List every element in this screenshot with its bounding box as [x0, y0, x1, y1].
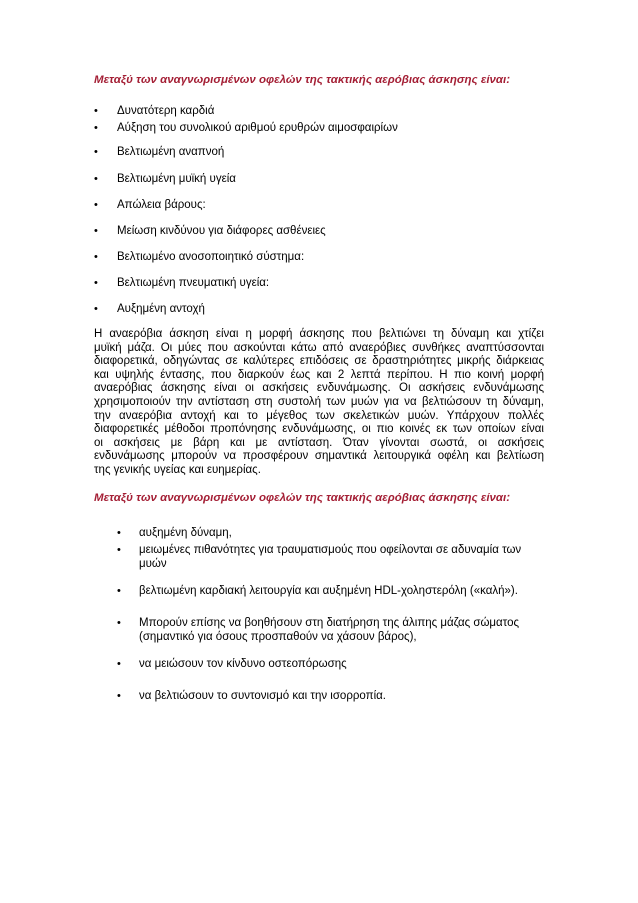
bullet-icon: •: [94, 225, 98, 237]
section-heading-aerobic-2: Μεταξύ των αναγνωρισμένων οφελών της τακτικής αερόβιας άσκησης είναι:: [94, 492, 511, 504]
bullet-icon: •: [94, 251, 98, 263]
bullet-icon: •: [94, 277, 98, 289]
bullet-icon: •: [94, 199, 98, 211]
bullet-icon: •: [117, 658, 121, 670]
section-heading-aerobic: Μεταξύ των αναγνωρισμένων οφελών της τακτικής αερόβιας άσκησης είναι:: [94, 74, 511, 86]
bullet-icon: •: [94, 173, 98, 185]
bullet-icon: •: [117, 690, 121, 702]
bullet-icon: •: [117, 585, 121, 597]
bullet-icon: •: [94, 122, 98, 134]
bullet-icon: •: [94, 105, 98, 117]
bullet-icon: •: [117, 617, 121, 629]
bullet-icon: •: [117, 544, 121, 556]
bullet-icon: •: [117, 527, 121, 539]
document-page: Μεταξύ των αναγνωρισμένων οφελών της τακτικής αερόβιας άσκησης είναι: • Δυνατότερη καρδιά • Αύξηση του συνολικού αριθμού ερυθρών αιμοσφαιρίων • Βελτιωμένη αναπνοή • Βελτιωμένη μυϊκή υγεία • Απώλεια βάρους: • Μείωση κινδύνου για διάφορες ασθένειες • Βελτιωμένο ανοσοποιητικό σύστημα: • Βελτιωμένη πνευματική υγεία: • Αυξημένη αντοχή Η αναερόβια άσκηση είναι η μορφή άσκησης που βελτιώνει τη δύναμη και χτίζει μυϊκή μάζα. Οι μύες που ασκούνται κάτω από αναερόβιες συνθήκες αναπτύσσονται διαφορετικά, οδηγώντας σε καλύτερες επιδόσεις σε δραστηριότητες μικρής διάρκειας και υψηλής έντασης, που διαρκούν έως και 2 λεπτά περίπου. Η πιο κοινή μορφή αναερόβιας άσκησης είναι οι ασκήσεις ενδυνάμωσης. Οι ασκήσεις ενδυνάμωσης χρησιμοποιούν την αντίσταση στη συστολή των μυών για να βελτιώσουν τη δύναμη, την αναερόβια αντοχή και το μέγεθος των σκελετικών μυών. Υπάρχουν πολλές διαφορετικές μέθοδοι προπόνησης ενδυνάμωσης, οι πιο κοινές εκ των οποίων είναι οι ασκήσεις με βάρη και με αντίσταση. Όταν γίνονται σωστά, οι ασκήσεις ενδυνάμωσης μπορούν να προσφέρουν σημαντικά λειτουργικά οφέλη και βελτίωση της γενικής υγείας και ευημερίας. Μεταξύ των αναγνωρισμένων οφελών της τακτικής αερόβιας άσκησης είναι: • αυξημένη δύναμη, • μειωμένες πιθανότητες για τραυματισμούς που οφείλονται σε αδυναμία των μυών • βελτιωμένη καρδιακή λειτουργία και αυξημένη HDL-χοληστερόλη («καλή»). • Μπορούν επίσης να βοηθήσουν στη διατήρηση της άλιπης μάζας σώματος (σημαντικό για όσους προσπαθούν να χάσουν βάρος), • να μειώσουν τον κίνδυνο οστεοπόρωσης • να βελτιώσουν το συντονισμό και την ισορροπία.: [94, 74, 544, 702]
bullet-icon: •: [94, 146, 98, 158]
body-paragraph-anaerobic: Η αναερόβια άσκηση είναι η μορφή άσκησης που βελτιώνει τη δύναμη και χτίζει μυϊκή μάζα. Οι μύες που ασκούνται κάτω από αναερόβιες συνθήκες αναπτύσσονται διαφορετικά, οδηγώντας σε καλύτερες επιδόσεις σε δραστηριότητες μικρής διάρκειας και υψηλής έντασης, που διαρκούν έως και 2 λεπτά περίπου. Η πιο κοινή μορφή αναερόβιας άσκησης είναι οι ασκήσεις ενδυνάμωσης. Οι ασκήσεις ενδυνάμωσης χρησιμοποιούν την αντίσταση στη συστολή των μυών για να βελτιώσουν τη δύναμη, την αναερόβια αντοχή και το μέγεθος των σκελετικών μυών. Υπάρχουν πολλές διαφορετικές μέθοδοι προπόνησης ενδυνάμωσης, οι πιο κοινές εκ των οποίων είναι οι ασκήσεις με βάρη και με αντίσταση. Όταν γίνονται σωστά, οι ασκήσεις ενδυνάμωσης μπορούν να προσφέρουν σημαντικά λειτουργικά οφέλη και βελτίωση της γενικής υγείας και ευημερίας.: [94, 328, 544, 476]
bullet-icon: •: [94, 303, 98, 315]
